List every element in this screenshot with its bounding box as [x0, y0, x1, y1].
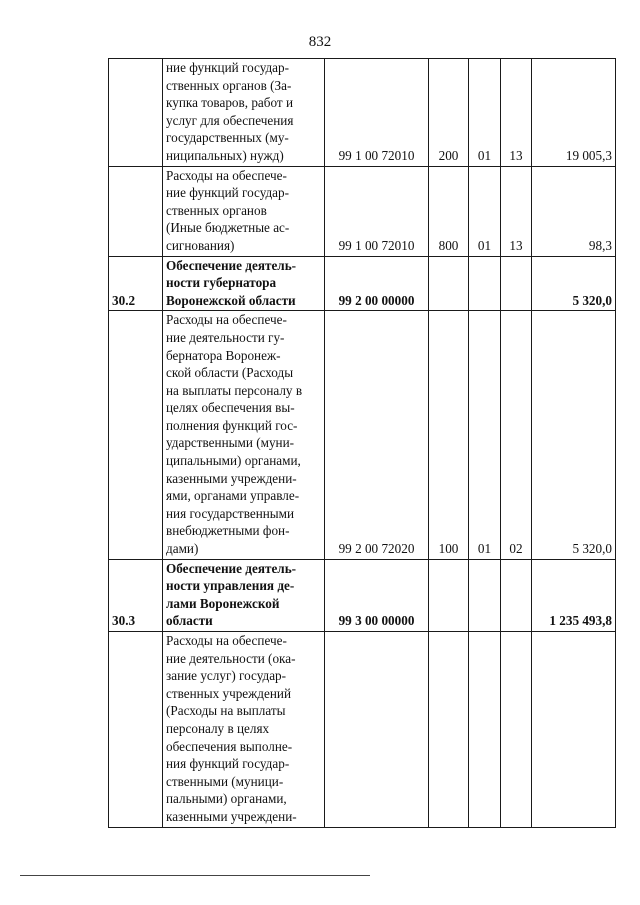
- row-name-line: ния функций государ-: [166, 756, 290, 772]
- row-name-line: ния государственными: [166, 505, 295, 521]
- row-name-line: дами): [166, 541, 199, 557]
- row-section-cell: [469, 632, 501, 828]
- row-name-line: Обеспечение деятель-: [166, 560, 297, 576]
- budget-table-body: [109, 59, 616, 828]
- row-name-line: ние функций государ-: [166, 60, 290, 75]
- row-subsection-cell: 13: [501, 166, 532, 256]
- row-subsection-cell: 02: [501, 311, 532, 559]
- row-name-line: ской области (Расходы: [166, 365, 294, 381]
- row-code-cell: 99 1 00 72010: [325, 59, 429, 167]
- budget-table: [108, 58, 616, 828]
- row-section-cell: 01: [469, 166, 501, 256]
- row-name-line: государственных (му-: [166, 130, 289, 146]
- row-name-line: услуг для обеспечения: [166, 112, 294, 128]
- row-name-line: внебюджетными фон-: [166, 523, 290, 539]
- row-expense-type-cell: 100: [429, 311, 469, 559]
- row-name-line: ственных органов (За-: [166, 77, 292, 93]
- table-row: [109, 59, 616, 167]
- row-name-line: сигнования): [166, 237, 235, 253]
- row-name-line: казенными учреждени-: [166, 470, 297, 486]
- row-name-line: области: [166, 613, 213, 629]
- row-expense-type-cell: 200: [429, 59, 469, 167]
- row-name-line: ями, органами управле-: [166, 488, 300, 504]
- row-name-line: ципальными) органами,: [166, 453, 301, 469]
- table-row: [109, 256, 616, 311]
- row-name-cell: [163, 311, 325, 559]
- row-code-cell: [325, 632, 429, 828]
- row-name-line: полнения функций гос-: [166, 417, 298, 433]
- row-section-cell: 01: [469, 59, 501, 167]
- row-section-cell: [469, 256, 501, 311]
- row-name-line: (Расходы на выплаты: [166, 703, 286, 719]
- row-name-line: зание услуг) государ-: [166, 668, 287, 684]
- row-name-line: Воронежской области: [166, 292, 296, 308]
- footer-divider: [20, 875, 370, 876]
- page-number: 832: [308, 34, 332, 50]
- table-row: [109, 632, 616, 828]
- row-name-cell: [163, 559, 325, 631]
- row-sum-cell: [532, 632, 616, 828]
- row-subsection-cell: [501, 559, 532, 631]
- row-name-line: Расходы на обеспече-: [166, 312, 287, 328]
- row-expense-type-cell: [429, 559, 469, 631]
- row-sum-cell: 5 320,0: [532, 311, 616, 559]
- row-section-cell: 01: [469, 311, 501, 559]
- row-expense-type-cell: [429, 632, 469, 828]
- row-name-line: ние деятельности гу-: [166, 329, 285, 345]
- row-name-line: ственных учреждений: [166, 685, 292, 701]
- row-sum-cell: 98,3: [532, 166, 616, 256]
- row-number-cell: [109, 59, 163, 167]
- row-name-cell: [163, 166, 325, 256]
- row-name-line: ственными (муници-: [166, 773, 284, 789]
- row-name-line: ние деятельности (ока-: [166, 650, 296, 666]
- row-number-cell: [109, 166, 163, 256]
- row-name-line: пальными) органами,: [166, 791, 287, 807]
- row-name-line: казенными учреждени-: [166, 808, 297, 824]
- row-name-line: обеспечения выполне-: [166, 738, 293, 754]
- row-name-line: Обеспечение деятель-: [166, 257, 297, 273]
- table-row: [109, 166, 616, 256]
- row-sum-cell: 5 320,0: [532, 256, 616, 311]
- row-sum-cell: 1 235 493,8: [532, 559, 616, 631]
- row-sum-cell: 19 005,3: [532, 59, 616, 167]
- row-name-line: ударственными (муни-: [166, 435, 295, 451]
- row-name-cell: [163, 256, 325, 311]
- row-name-line: бернатора Воронеж-: [166, 347, 281, 363]
- row-number-cell: [109, 311, 163, 559]
- row-name-line: купка товаров, работ и: [166, 95, 294, 111]
- row-name-line: на выплаты персоналу в: [166, 382, 303, 398]
- row-name-line: Расходы на обеспече-: [166, 167, 287, 183]
- row-code-cell: 99 2 00 00000: [325, 256, 429, 311]
- row-name-line: ственных органов: [166, 202, 267, 218]
- table-row: [109, 311, 616, 559]
- row-name-line: Расходы на обеспече-: [166, 633, 287, 648]
- row-name-line: целях обеспечения вы-: [166, 400, 295, 416]
- row-number-cell: 30.2: [109, 256, 163, 311]
- row-name-line: ниципальных) нужд): [166, 147, 284, 163]
- row-code-cell: 99 3 00 00000: [325, 559, 429, 631]
- row-subsection-cell: [501, 632, 532, 828]
- row-number-cell: [109, 632, 163, 828]
- row-section-cell: [469, 559, 501, 631]
- row-code-cell: 99 1 00 72010: [325, 166, 429, 256]
- row-subsection-cell: 13: [501, 59, 532, 167]
- row-subsection-cell: [501, 256, 532, 311]
- row-name-line: ности губернатора: [166, 275, 277, 291]
- row-name-line: (Иные бюджетные ас-: [166, 220, 290, 236]
- row-name-line: ности управления де-: [166, 578, 295, 594]
- row-name-cell: [163, 59, 325, 167]
- row-number-cell: 30.3: [109, 559, 163, 631]
- row-name-line: лами Воронежской: [166, 595, 280, 611]
- table-row: [109, 559, 616, 631]
- row-name-line: ние функций государ-: [166, 185, 290, 201]
- row-expense-type-cell: 800: [429, 166, 469, 256]
- row-name-line: персоналу в целях: [166, 720, 270, 736]
- row-expense-type-cell: [429, 256, 469, 311]
- row-name-cell: [163, 632, 325, 828]
- row-code-cell: 99 2 00 72020: [325, 311, 429, 559]
